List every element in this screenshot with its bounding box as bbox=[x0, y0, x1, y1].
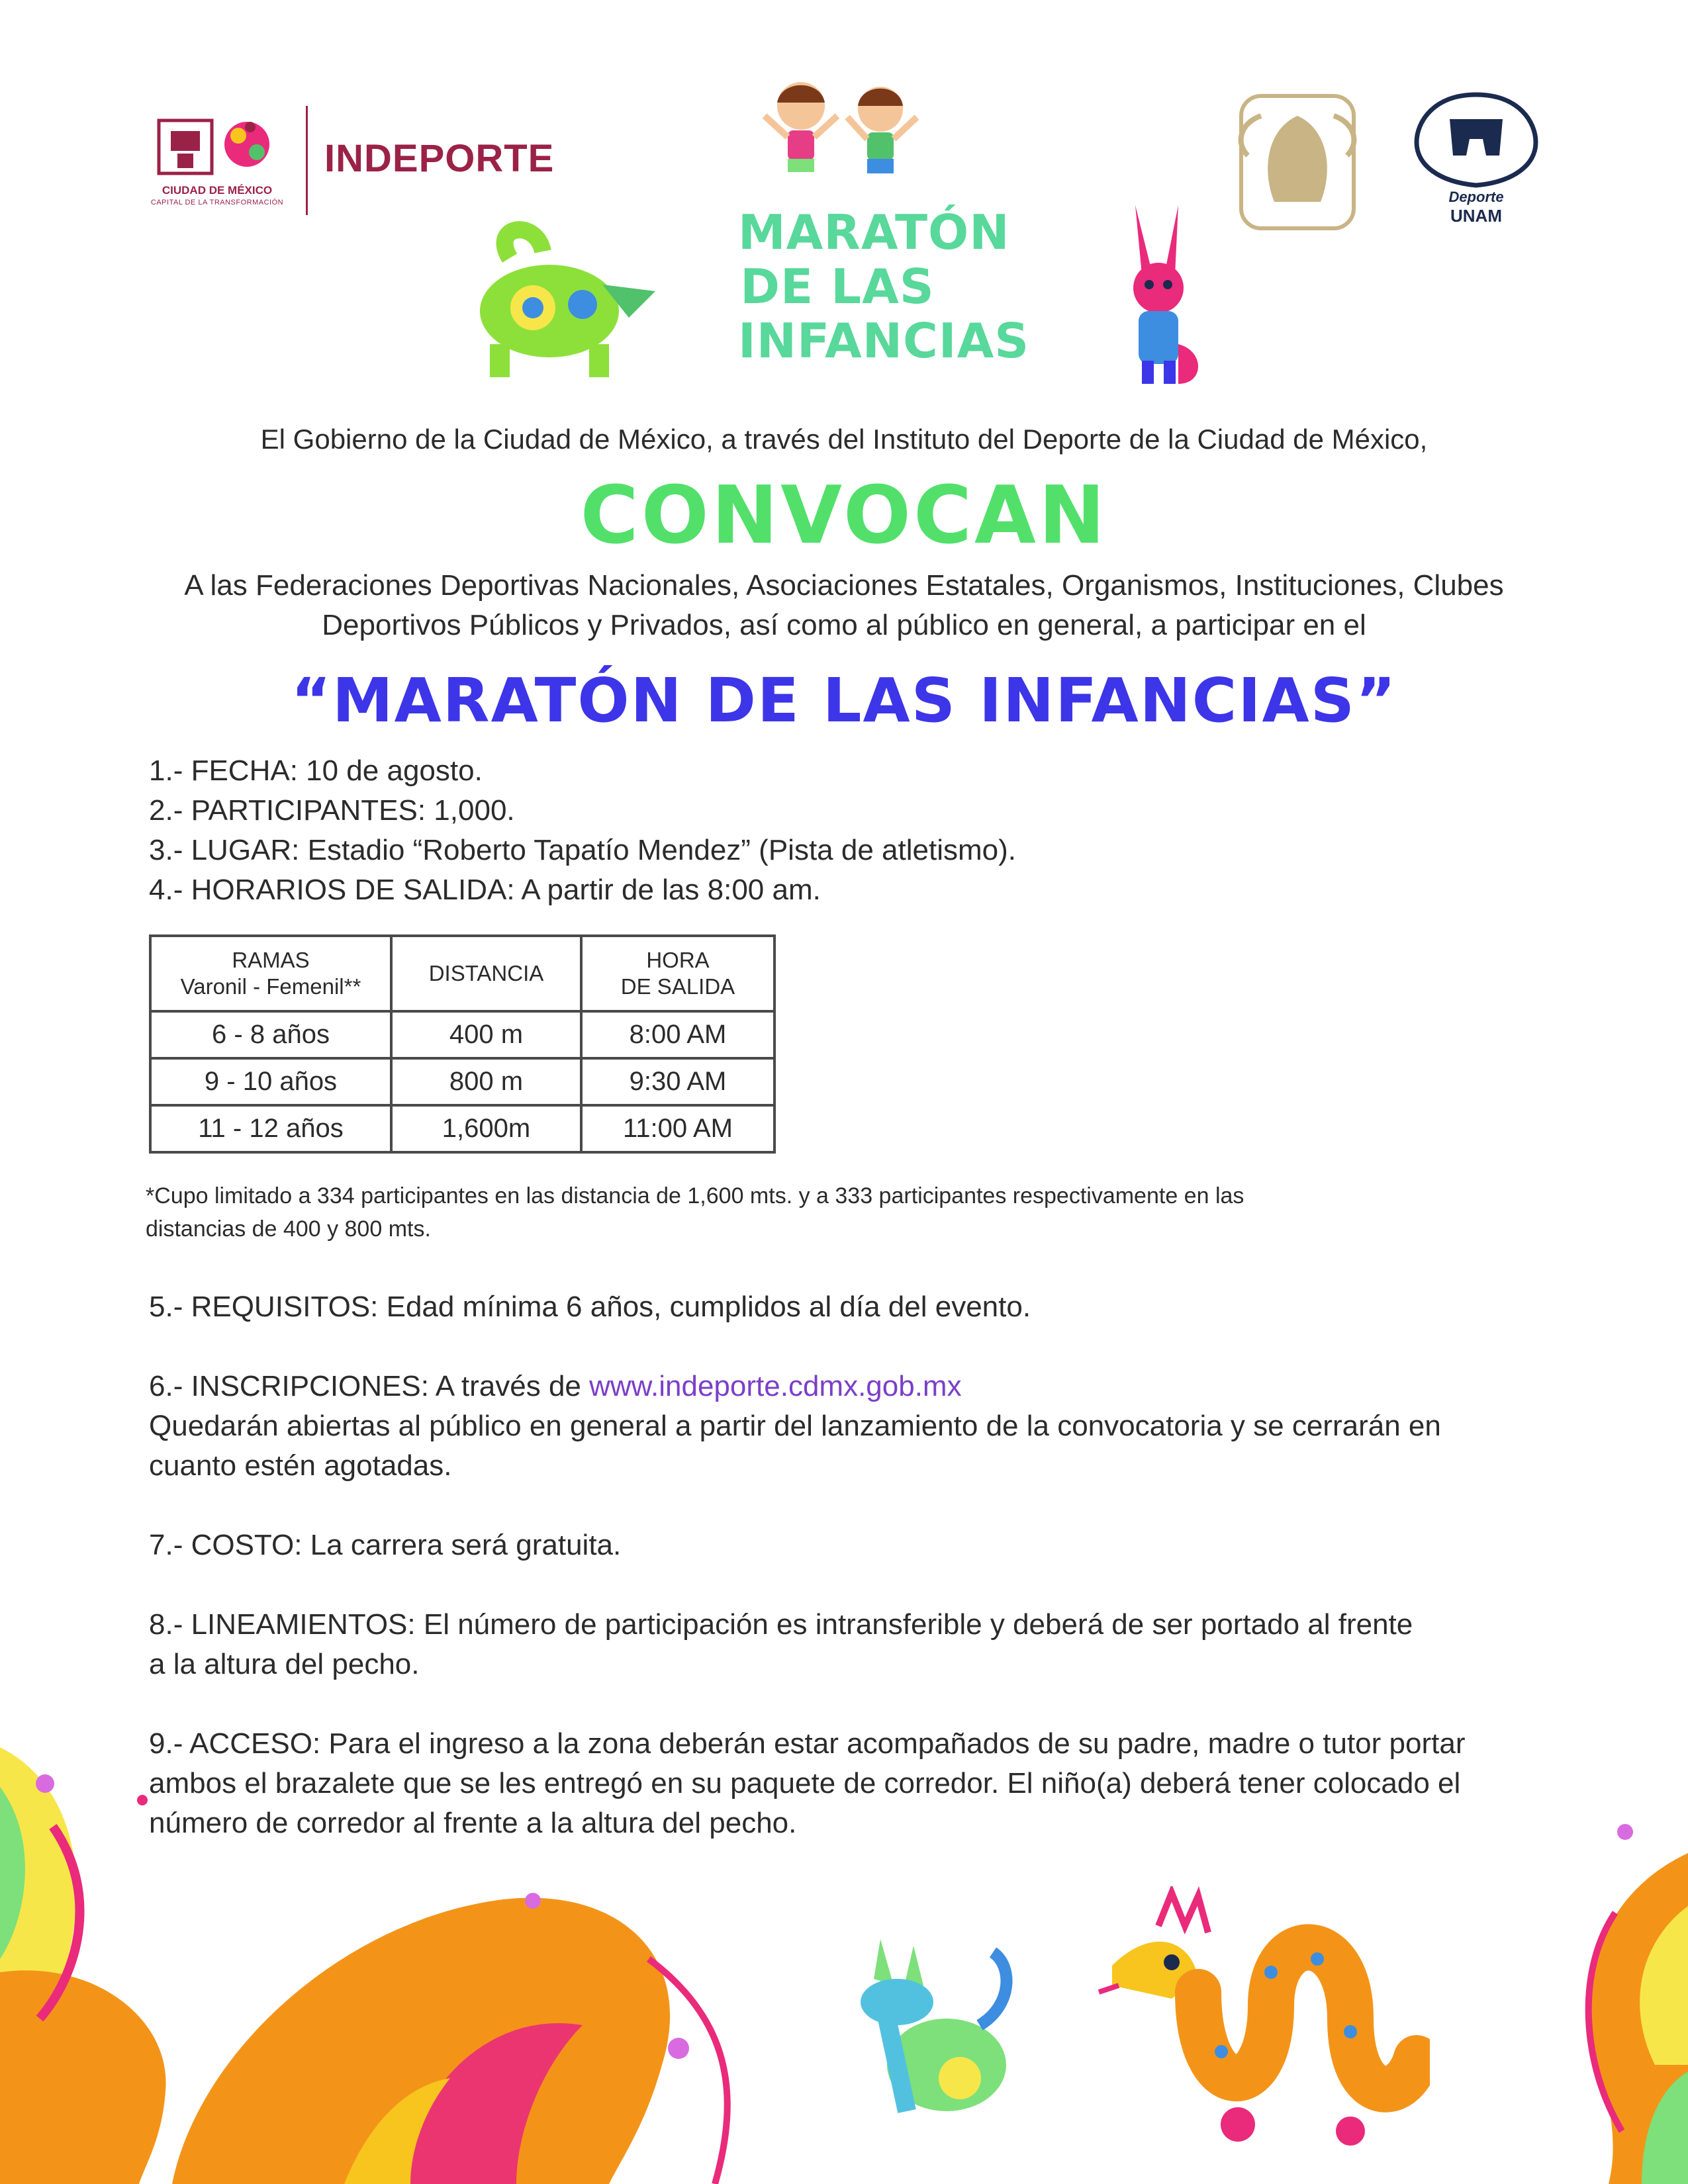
intro-text: El Gobierno de la Ciudad de México, a través del Instituto del Deporte de la Ciudad de México, bbox=[260, 424, 1428, 455]
header-ramas-line2: Varonil - Femenil** bbox=[180, 974, 361, 999]
footnote-line-2: distancias de 400 y 800 mts. bbox=[146, 1216, 431, 1242]
table-row bbox=[150, 1011, 774, 1058]
indeporte-logo-text: INDEPORTE bbox=[324, 137, 555, 180]
table-header-row bbox=[150, 936, 774, 1011]
table-cell: 1,600m bbox=[391, 1105, 581, 1152]
acceso-line-2: ambos el brazalete que se les entregó en su paquete de corredor. El niño(a) deberá tener colocado el bbox=[149, 1767, 1461, 1799]
event-logo-line-2: DE LAS bbox=[740, 259, 935, 314]
addressed-line-2: Deportivos Públicos y Privados, así como al público en general, a participar en el bbox=[322, 609, 1366, 641]
inscripciones-link[interactable]: www.indeporte.cdmx.gob.mx bbox=[589, 1370, 962, 1402]
table-cell: 11 - 12 años bbox=[150, 1105, 391, 1152]
pumas-icon bbox=[1407, 89, 1546, 189]
footnote-line-1: *Cupo limitado a 334 participantes en las distancia de 1,600 mts. y a 333 participantes respectivamente en las bbox=[146, 1183, 1244, 1208]
event-logo-line-1: MARATÓN bbox=[738, 205, 1010, 260]
cdmx-emblem-icon bbox=[151, 106, 283, 182]
table-row bbox=[150, 1105, 774, 1152]
acceso-line-3: número de corredor al frente a la altura del pecho. bbox=[149, 1807, 797, 1839]
inscripciones-section bbox=[149, 1367, 1572, 1486]
unam-label: UNAM bbox=[1450, 206, 1502, 226]
table-row bbox=[150, 1058, 774, 1105]
rabbit-alebrije-icon bbox=[1105, 199, 1211, 390]
list-item-lugar: 3.- LUGAR: Estadio “Roberto Tapatío Mendez” (Pista de atletismo). bbox=[149, 834, 1016, 866]
lineamientos-line-1: 8.- LINEAMIENTOS: El número de participación es intransferible y deberá de ser portado al frente bbox=[149, 1608, 1413, 1641]
schedule-table bbox=[149, 934, 776, 1154]
cdmx-name: CIUDAD DE MÉXICO bbox=[162, 184, 273, 197]
table-header-hora bbox=[581, 936, 774, 1011]
table-header-distancia bbox=[391, 936, 581, 1011]
addressed-text bbox=[119, 566, 1569, 645]
children-icon bbox=[755, 76, 927, 195]
table-header-ramas bbox=[150, 936, 391, 1011]
header-hora-line2: DE SALIDA bbox=[620, 974, 735, 999]
list-item-fecha: 1.- FECHA: 10 de agosto. bbox=[149, 754, 483, 787]
lineamientos-section bbox=[149, 1605, 1572, 1684]
logo-divider bbox=[306, 106, 308, 215]
cdmx-subtitle: CAPITAL DE LA TRANSFORMACIÓN bbox=[150, 199, 284, 206]
header-distancia-line1: DISTANCIA bbox=[428, 961, 544, 985]
costo-text: 7.- COSTO: La carrera será gratuita. bbox=[149, 1529, 622, 1561]
inscripciones-line-2: Quedarán abiertas al público en general a partir del lanzamiento de la convocatoria y se cerrarán en bbox=[149, 1410, 1441, 1442]
table-cell: 11:00 AM bbox=[581, 1105, 774, 1152]
addressed-line-1: A las Federaciones Deportivas Nacionales, Asociaciones Estatales, Organismos, Instituciones, Clubes bbox=[184, 569, 1504, 602]
table-cell: 9:30 AM bbox=[581, 1058, 774, 1105]
unam-seal-icon bbox=[1228, 89, 1367, 235]
event-logo-text bbox=[738, 205, 1030, 369]
dragon-alebrije-icon bbox=[1072, 1886, 1430, 2171]
table-cell: 400 m bbox=[391, 1011, 581, 1058]
lineamientos-line-2: a la altura del pecho. bbox=[149, 1648, 420, 1680]
table-cell: 9 - 10 años bbox=[150, 1058, 391, 1105]
table-cell: 6 - 8 años bbox=[150, 1011, 391, 1058]
list-item-participantes: 2.- PARTICIPANTES: 1,000. bbox=[149, 794, 515, 827]
table-cell: 800 m bbox=[391, 1058, 581, 1105]
inscripciones-line-1 bbox=[149, 1367, 1572, 1406]
acceso-section bbox=[149, 1724, 1605, 1843]
details-list bbox=[149, 751, 1016, 910]
event-logo-line-3: INFANCIAS bbox=[738, 313, 1030, 369]
table-cell: 8:00 AM bbox=[581, 1011, 774, 1058]
coyote-alebrije-icon bbox=[841, 1926, 1019, 2131]
inscripciones-line-3: cuanto estén agotadas. bbox=[149, 1449, 452, 1482]
list-item-horarios: 4.- HORARIOS DE SALIDA: A partir de las 8:00 am. bbox=[149, 874, 821, 906]
header-ramas-line1: RAMAS bbox=[232, 948, 310, 972]
main-title: “MARATÓN DE LAS INFANCIAS” bbox=[291, 665, 1397, 736]
unam-pumas-logo bbox=[1407, 89, 1546, 242]
unam-deporte-label: Deporte bbox=[1448, 189, 1504, 205]
header-hora-line1: HORA bbox=[646, 948, 710, 972]
inscripciones-label: 6.- INSCRIPCIONES: A través de bbox=[149, 1370, 590, 1402]
acceso-line-1: 9.- ACCESO: Para el ingreso a la zona deberán estar acompañados de su padre, madre o tutor portar bbox=[149, 1727, 1466, 1760]
capacity-footnote bbox=[146, 1179, 1503, 1246]
requisitos-text: 5.- REQUISITOS: Edad mínima 6 años, cumplidos al día del evento. bbox=[149, 1291, 1031, 1323]
convocan-heading: CONVOCAN bbox=[580, 470, 1108, 562]
green-alebrije-icon bbox=[463, 212, 669, 384]
